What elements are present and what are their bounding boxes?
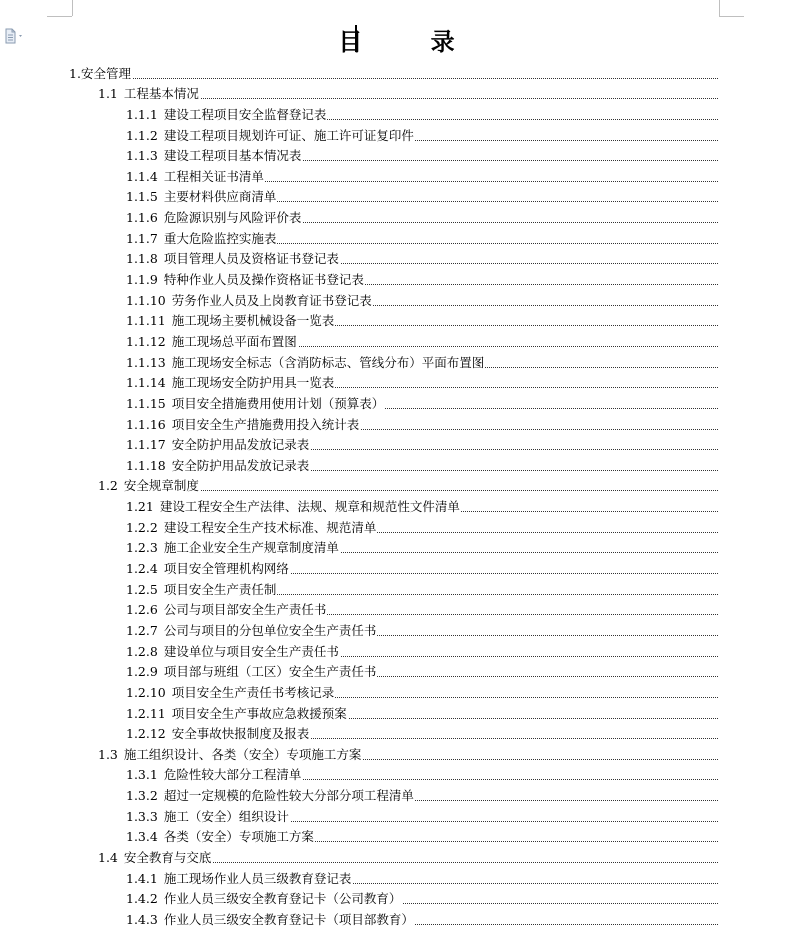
toc-entry-text: 建设工程安全生产技术标准、规范清单 (163, 519, 377, 535)
toc-entry-number: 1.21 (126, 499, 154, 515)
toc-entry-label (126, 662, 377, 680)
toc-entry-text: 主要材料供应商清单 (163, 189, 277, 205)
toc-entry-label (126, 518, 377, 536)
toc-entry-text: 项目安全管理机构网络 (163, 561, 289, 577)
toc-entry-label (126, 580, 277, 598)
toc-entry-number: 1.1.6 (126, 210, 158, 226)
margin-corner-top-right (719, 0, 720, 16)
toc-entry-text: 安全教育与交底 (123, 849, 212, 865)
toc-entry[interactable] (0, 680, 793, 701)
toc-entry-label (126, 869, 352, 887)
toc-entry-label (126, 291, 373, 309)
toc-entry-number: 1.1.18 (126, 457, 166, 473)
toc-entry-label (126, 373, 335, 391)
toc-entry-text: 安全防护用品发放记录表 (171, 457, 310, 473)
toc-entry[interactable] (0, 639, 793, 660)
toc-entry[interactable] (0, 556, 793, 577)
toc-entry-number: 1.2.2 (126, 519, 158, 535)
margin-corner-top-left (72, 0, 73, 16)
toc-entry-label (126, 683, 335, 701)
toc-entry-label (126, 827, 315, 845)
toc-entry-label (126, 538, 340, 556)
toc-entry-label (126, 600, 327, 618)
toc-entry-text: 工程相关证书清单 (163, 168, 264, 184)
toc-entry-text: 重大危险监控实施表 (163, 230, 277, 246)
toc-entry-number: 1.1.16 (126, 416, 166, 432)
toc-entry[interactable] (0, 536, 793, 557)
toc-entry-number: 1.1.3 (126, 148, 158, 164)
toc-entry[interactable] (0, 371, 793, 392)
toc-entry-label (126, 270, 365, 288)
toc-entry-label (126, 765, 302, 783)
margin-corner-top-left-h (47, 16, 72, 17)
toc-entry-label (126, 497, 461, 515)
toc-entry[interactable] (0, 598, 793, 619)
toc-entry[interactable] (0, 494, 793, 515)
toc-entry-number: 1.3 (98, 746, 118, 762)
toc-entry-label (98, 745, 362, 763)
toc-entry-text: 施工现场总平面布置图 (171, 333, 297, 349)
toc-entry-label (126, 704, 348, 722)
page-title: 目 录 (338, 27, 485, 56)
toc-entry-text: 项目安全生产事故应急救援预案 (171, 705, 347, 721)
toc-entry-number: 1.2.8 (126, 643, 158, 659)
toc-entry-number: 1.1.10 (126, 292, 166, 308)
toc-entry-number: 1.1.2 (126, 127, 158, 143)
toc-entry[interactable] (0, 164, 793, 185)
toc-entry-number: 1.3.1 (126, 767, 158, 783)
toc-entry-label (98, 476, 200, 494)
toc-entry-label (126, 807, 290, 825)
toc-entry-text: 项目安全生产责任书考核记录 (171, 684, 335, 700)
toc-entry-label (126, 394, 385, 412)
toc-entry[interactable] (0, 309, 793, 330)
toc-entry[interactable] (0, 474, 793, 495)
toc-entry-number: 1.2.11 (126, 705, 166, 721)
toc-entry[interactable] (0, 763, 793, 784)
toc-entry-number: 1.1.9 (126, 272, 158, 288)
toc-entry[interactable] (0, 185, 793, 206)
toc-entry-text: 劳务作业人员及上岗教育证书登记表 (171, 292, 372, 308)
toc-entry[interactable] (0, 102, 793, 123)
toc-entry[interactable] (0, 391, 793, 412)
toc-entry-number: 1.4.1 (126, 870, 158, 886)
toc-entry-number: 1.2.5 (126, 581, 158, 597)
toc-entry-number: 1.4.3 (126, 911, 158, 927)
toc-entry[interactable] (0, 144, 793, 165)
toc-entry[interactable] (0, 205, 793, 226)
toc-entry-number: 1.2 (98, 478, 118, 494)
toc-entry-text: 项目管理人员及资格证书登记表 (163, 251, 339, 267)
toc-entry[interactable] (0, 887, 793, 908)
toc-entry-number: 1.3.3 (126, 808, 158, 824)
toc-entry-number: 1.2.6 (126, 602, 158, 618)
toc-entry[interactable] (0, 783, 793, 804)
toc-entry-number: 1.2.12 (126, 726, 166, 742)
toc-entry-label (98, 84, 200, 102)
toc-entry-number: 1.3.4 (126, 829, 158, 845)
toc-entry-text: 建设工程项目规划许可证、施工许可证复印件 (163, 127, 414, 143)
toc-entry-label (126, 642, 340, 660)
toc-leader-dots (69, 78, 718, 79)
toc-entry-label (126, 786, 415, 804)
table-of-contents (0, 61, 793, 928)
toc-entry-number: 1.1 (98, 86, 118, 102)
toc-entry-number: 1.1.11 (126, 313, 166, 329)
toc-entry-number: 1.2.10 (126, 684, 166, 700)
toc-entry-number: 1.1.7 (126, 230, 158, 246)
toc-entry-text: 项目安全措施费用使用计划（预算表） (171, 395, 385, 411)
toc-entry[interactable] (0, 701, 793, 722)
toc-entry[interactable] (0, 722, 793, 743)
toc-entry[interactable] (0, 845, 793, 866)
toc-entry[interactable] (0, 61, 793, 82)
toc-entry-number: 1.1.12 (126, 333, 166, 349)
toc-entry-text: 施工现场安全标志（含消防标志、管线分布）平面布置图 (171, 354, 485, 370)
toc-entry-label (126, 559, 290, 577)
toc-entry-label (126, 146, 302, 164)
toc-entry-text: 施工企业安全生产规章制度清单 (163, 540, 339, 556)
toc-entry[interactable] (0, 247, 793, 268)
toc-entry-label (126, 435, 310, 453)
toc-entry-text: 工程基本情况 (123, 86, 199, 102)
toc-entry-label (69, 64, 132, 82)
toc-entry-text: 安全防护用品发放记录表 (171, 437, 310, 453)
toc-entry-text: 项目安全生产措施费用投入统计表 (171, 416, 360, 432)
toc-entry-text: 危险性较大部分工程清单 (163, 767, 302, 783)
toc-entry-text: 建设工程项目安全监督登记表 (163, 106, 327, 122)
toc-entry[interactable] (0, 742, 793, 763)
toc-entry-number: 1.3.2 (126, 788, 158, 804)
toc-entry[interactable] (0, 329, 793, 350)
toc-entry-label (126, 456, 310, 474)
toc-entry-label (126, 208, 302, 226)
toc-entry-text: 特种作业人员及操作资格证书登记表 (163, 272, 364, 288)
toc-entry-label (126, 126, 415, 144)
toc-entry-text: 危险源识别与风险评价表 (163, 210, 302, 226)
toc-entry-number: 1.2.3 (126, 540, 158, 556)
toc-entry-number: 1.2.7 (126, 622, 158, 638)
toc-entry[interactable] (0, 267, 793, 288)
toc-entry-text: 施工现场作业人员三级教育登记表 (163, 870, 352, 886)
toc-entry[interactable] (0, 618, 793, 639)
toc-entry-label (126, 415, 360, 433)
toc-entry[interactable] (0, 350, 793, 371)
toc-entry-label (126, 311, 335, 329)
toc-entry[interactable] (0, 433, 793, 454)
toc-entry-text: 建设单位与项目安全生产责任书 (163, 643, 339, 659)
toc-entry-text: 项目安全生产责任制 (163, 581, 277, 597)
toc-entry[interactable] (0, 226, 793, 247)
toc-entry-text: 施工组织设计、各类（安全）专项施工方案 (123, 746, 362, 762)
toc-entry-text: 安全规章制度 (123, 478, 199, 494)
toc-entry-label (126, 332, 298, 350)
toc-entry-number: 1. (69, 65, 81, 81)
toc-entry-label (126, 621, 377, 639)
toc-entry-text: 公司与项目部安全生产责任书 (163, 602, 327, 618)
toc-entry-label (126, 105, 327, 123)
toc-entry-label (126, 187, 277, 205)
toc-entry-text: 建设工程项目基本情况表 (163, 148, 302, 164)
toc-entry[interactable] (0, 907, 793, 928)
toc-entry-number: 1.1.14 (126, 375, 166, 391)
toc-entry[interactable] (0, 825, 793, 846)
toc-entry-number: 1.2.9 (126, 664, 158, 680)
toc-entry-label (126, 167, 265, 185)
toc-entry-text: 安全事故快报制度及报表 (171, 726, 310, 742)
toc-entry-label (98, 848, 212, 866)
toc-entry-number: 1.1.4 (126, 168, 158, 184)
toc-entry-text: 施工现场主要机械设备一览表 (171, 313, 335, 329)
toc-entry-number: 1.4.2 (126, 891, 158, 907)
toc-entry-text: 作业人员三级安全教育登记卡（项目部教育） (163, 911, 414, 927)
toc-entry[interactable] (0, 515, 793, 536)
toc-entry-text: 各类（安全）专项施工方案 (163, 829, 314, 845)
toc-entry-label (126, 353, 485, 371)
toc-entry-number: 1.1.15 (126, 395, 166, 411)
toc-entry-label (126, 910, 415, 928)
toc-entry-number: 1.1.17 (126, 437, 166, 453)
toc-entry-number: 1.1.1 (126, 106, 158, 122)
toc-entry[interactable] (0, 288, 793, 309)
toc-entry[interactable] (0, 804, 793, 825)
toc-entry-text: 施工（安全）组织设计 (163, 808, 289, 824)
toc-entry[interactable] (0, 412, 793, 433)
toc-entry-number: 1.1.8 (126, 251, 158, 267)
toc-entry[interactable] (0, 577, 793, 598)
toc-entry[interactable] (0, 453, 793, 474)
toc-entry-text: 公司与项目的分包单位安全生产责任书 (163, 622, 377, 638)
toc-entry[interactable] (0, 123, 793, 144)
margin-corner-top-right-h (719, 16, 744, 17)
toc-entry-text: 建设工程安全生产法律、法规、规章和规范性文件清单 (159, 499, 460, 515)
toc-entry-number: 1.1.13 (126, 354, 166, 370)
toc-entry-number: 1.2.4 (126, 561, 158, 577)
toc-entry-text: 项目部与班组（工区）安全生产责任书 (163, 664, 377, 680)
toc-entry[interactable] (0, 82, 793, 103)
toc-entry-text: 施工现场安全防护用具一览表 (171, 375, 335, 391)
toc-entry[interactable] (0, 866, 793, 887)
toc-entry-label (126, 724, 310, 742)
toc-entry-text: 作业人员三级安全教育登记卡（公司教育） (163, 891, 402, 907)
toc-entry-text: 超过一定规模的危险性较大分部分项工程清单 (163, 788, 414, 804)
toc-entry-text: 安全管理 (80, 65, 131, 81)
toc-entry[interactable] (0, 660, 793, 681)
toc-entry-label (126, 249, 340, 267)
toc-entry-number: 1.4 (98, 849, 118, 865)
toc-entry-number: 1.1.5 (126, 189, 158, 205)
toc-entry-label (126, 229, 277, 247)
toc-entry-label (126, 889, 402, 907)
